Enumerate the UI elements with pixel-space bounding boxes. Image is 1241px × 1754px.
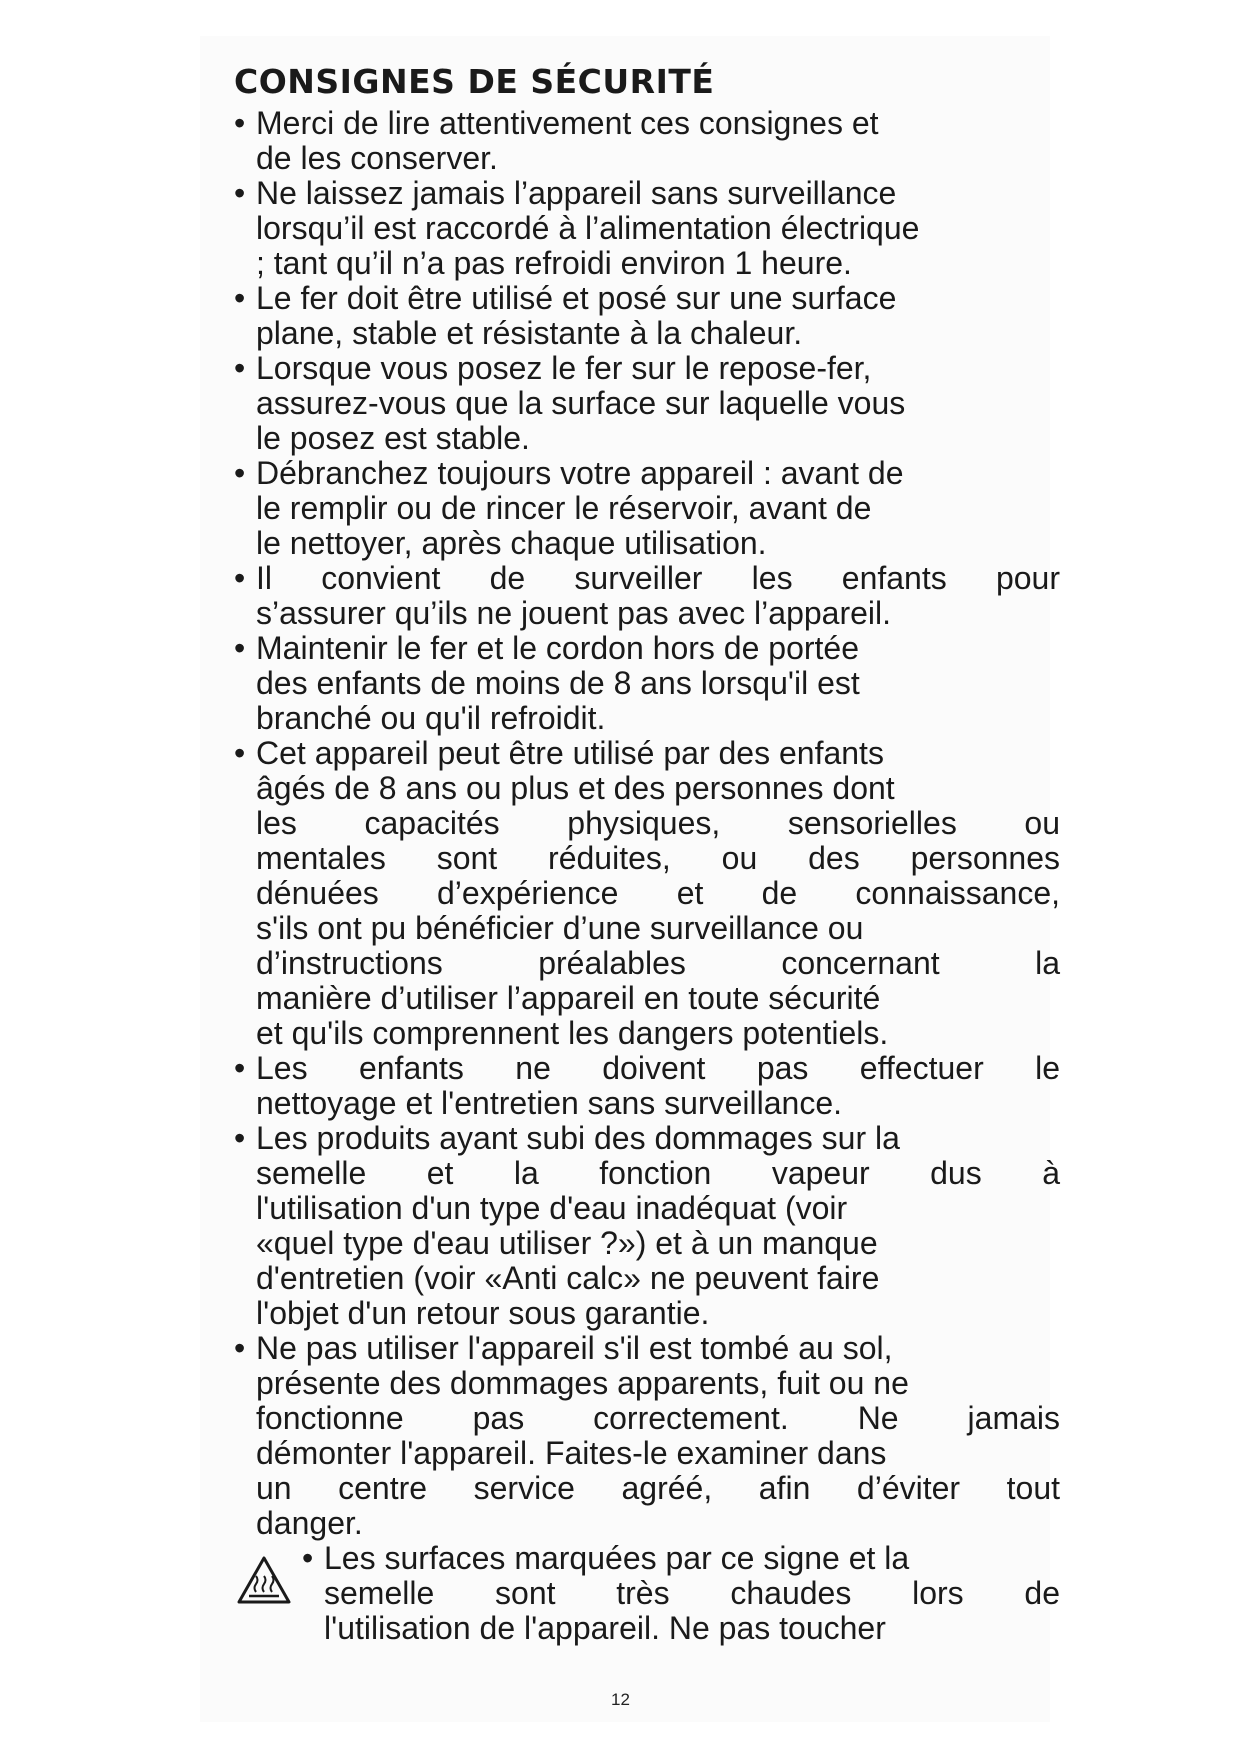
text-line: branché ou qu'il refroidit. [256,700,606,736]
text-line: de les conserver. [256,140,498,176]
text-line: • Ne laissez jamais l’appareil sans surveillance [256,175,897,211]
text-line: ; tant qu’il n’a pas refroidi environ 1 heure. [256,245,852,281]
list-item [234,631,1060,736]
text-line: le posez est stable. [256,420,530,456]
text-line: • Le fer doit être utilisé et posé sur une surface [256,280,897,316]
text-line: un centre service agréé, afin d’éviter tout [256,1470,1060,1506]
page-number: 12 [611,1690,630,1709]
text-line: • Les enfants ne doivent pas effectuer le [256,1050,1060,1086]
text-line: âgés de 8 ans ou plus et des personnes dont [256,770,895,806]
text-line: et qu'ils comprennent les dangers potentiels. [256,1015,889,1051]
text-line: fonctionne pas correctement. Ne jamais [256,1400,1060,1436]
list-item [234,1121,1060,1331]
text-line: «quel type d'eau utiliser ?») et à un manque [256,1225,878,1261]
text-line: d’instructions préalables concernant la [256,945,1060,981]
text-line: danger. [256,1505,363,1541]
hot-surface-text [302,1541,1060,1646]
text-line: dénuées d’expérience et de connaissance, [256,875,1060,911]
text-line: d'entretien (voir «Anti calc» ne peuvent faire [256,1260,880,1296]
text-line: nettoyage et l'entretien sans surveillance. [256,1085,843,1121]
text-line: • Il convient de surveiller les enfants pour [256,560,1060,596]
text-line: s’assurer qu’ils ne jouent pas avec l’appareil. [256,595,892,631]
text-line: l'utilisation d'un type d'eau inadéquat (voir [256,1190,848,1226]
text-line: mentales sont réduites, ou des personnes [256,840,1060,876]
text-line: des enfants de moins de 8 ans lorsqu'il est [256,665,860,701]
text-line: plane, stable et résistante à la chaleur. [256,315,803,351]
text-line: • Maintenir le fer et le cordon hors de portée [256,630,859,666]
list-item [234,736,1060,1051]
hot-surface-warning [234,1541,1060,1646]
text-line: • Cet appareil peut être utilisé par des enfants [256,735,884,771]
text-line: • Lorsque vous posez le fer sur le repose-fer, [256,350,872,386]
list-item [234,176,1060,281]
text-line: le remplir ou de rincer le réservoir, avant de [256,490,872,526]
text-line: le nettoyer, après chaque utilisation. [256,525,767,561]
text-line: démonter l'appareil. Faites-le examiner dans [256,1435,887,1471]
text-line: lorsqu’il est raccordé à l’alimentation électrique [256,210,920,246]
text-line: • Les surfaces marquées par ce signe et la [324,1540,910,1576]
list-item [234,561,1060,631]
list-item [234,456,1060,561]
text-line: l'objet d'un retour sous garantie. [256,1295,710,1331]
text-line: • Merci de lire attentivement ces consignes et [256,105,879,141]
page-title: CONSIGNES DE SÉCURITÉ [234,62,715,101]
text-line: semelle et la fonction vapeur dus à [256,1155,1060,1191]
text-line: présente des dommages apparents, fuit ou ne [256,1365,909,1401]
text-line: assurez-vous que la surface sur laquelle vous [256,385,906,421]
text-line: l'utilisation de l'appareil. Ne pas toucher [324,1610,886,1646]
text-line: semelle sont très chaudes lors de [324,1575,1060,1611]
safety-instructions [234,60,1060,1646]
text-line: • Les produits ayant subi des dommages sur la [256,1120,900,1156]
text-line: • Ne pas utiliser l'appareil s'il est tombé au sol, [256,1330,893,1366]
list-item [234,281,1060,351]
list-item [234,351,1060,456]
text-line: manière d’utiliser l’appareil en toute sécurité [256,980,881,1016]
text-line: • Débranchez toujours votre appareil : avant de [256,455,904,491]
safety-list [234,106,1060,1541]
list-item [234,1051,1060,1121]
text-line: les capacités physiques, sensorielles ou [256,805,1060,841]
list-item [234,106,1060,176]
list-item [234,1331,1060,1541]
text-line: s'ils ont pu bénéficier d’une surveillance ou [256,910,864,946]
hot-surface-warning-icon [236,1555,292,1605]
